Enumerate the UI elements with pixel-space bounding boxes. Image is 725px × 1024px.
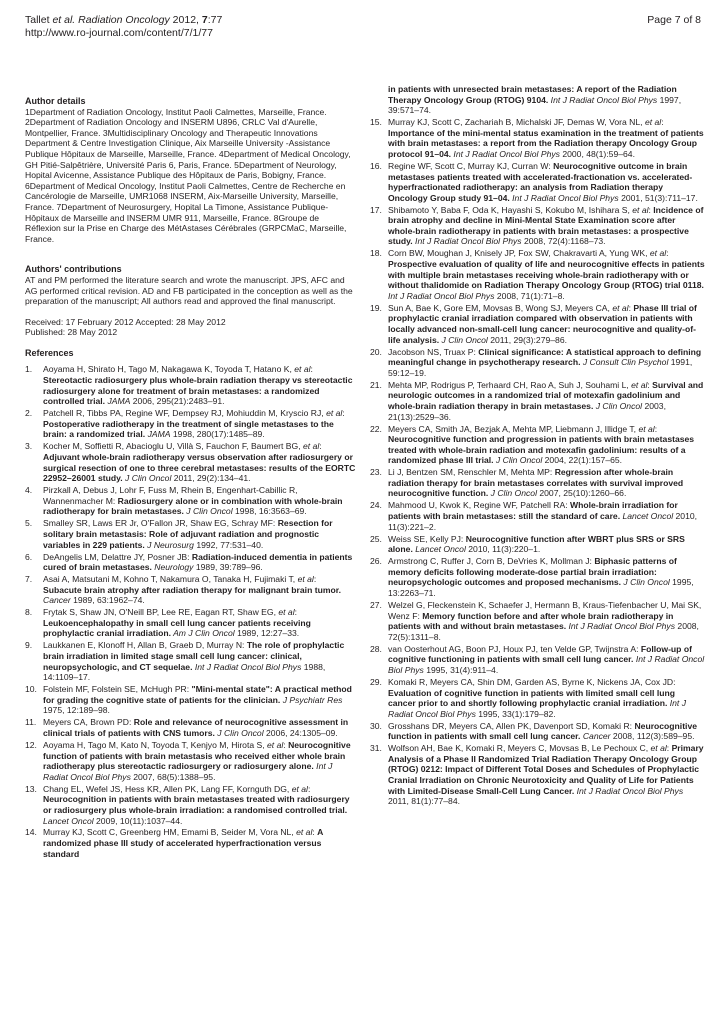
author-details-section — [25, 96, 357, 244]
reference-body — [43, 441, 357, 483]
reference-authors: Murray KJ, Scott C, Zachariah B, Michalski JF, Demas W, Vora NL, — [388, 117, 645, 128]
reference-authors: Sun A, Bae K, Gore EM, Movsas B, Wong SJ, Meyers CA, — [388, 302, 613, 313]
reference-number: 9. — [25, 640, 33, 651]
reference-body — [388, 303, 705, 345]
reference-journal: Cancer — [43, 595, 71, 606]
dates-section — [25, 317, 357, 338]
reference-item — [370, 500, 705, 532]
reference-journal: J Clin Oncol — [439, 334, 488, 345]
reference-body — [388, 721, 705, 742]
reference-citation: 2011, 81(1):77–84. — [388, 796, 460, 807]
reference-authors: van Oosterhout AG, Boon PJ, Houx PJ, ten Velde GP, Twijnstra A: — [388, 643, 641, 654]
reference-citation: 2010, 11(3):220–1. — [465, 544, 541, 555]
reference-body — [388, 347, 705, 379]
citation-line — [25, 14, 222, 27]
reference-number: 18. — [370, 248, 382, 259]
reference-body — [388, 84, 705, 116]
reference-item — [370, 743, 705, 807]
reference-citation: 1995, 33(1):179–82. — [475, 708, 556, 719]
reference-item — [25, 640, 357, 682]
reference-number: 20. — [370, 346, 382, 357]
reference-title: Neurocognition in patients with brain metastases treated with radiosurgery or radiosurgery plus whole-brain irradiation: a randomised controlled trial. — [43, 794, 350, 815]
reference-colon: : — [654, 423, 658, 434]
reference-authors: Pirzkall A, Debus J, Lohr F, Fuss M, Rhein B, Engenhart-Cabillic R, Wannenmacher M: — [43, 485, 298, 506]
reference-body — [43, 784, 357, 826]
reference-number: 5. — [25, 518, 33, 529]
reference-colon: : — [661, 117, 664, 128]
reference-citation: 1995, 13:2263–71. — [388, 577, 694, 598]
reference-item — [370, 556, 705, 598]
reference-journal: Int J Radiat Oncol Biol Phys — [451, 148, 560, 159]
reference-etal: et al — [297, 574, 314, 585]
reference-journal: JAMA — [145, 429, 171, 440]
reference-title: Memory function before and after whole brain radiotherapy in patients with and without brain metastases. — [388, 610, 674, 632]
reference-number: 1. — [25, 364, 33, 375]
reference-title: Neurocognitive function in patients with small cell lung cancer. — [388, 720, 698, 742]
reference-authors: Regine WF, Scott C, Murray KJ, Curran W: — [388, 160, 554, 171]
reference-journal: JAMA — [105, 396, 131, 407]
reference-journal: Int J Radiat Oncol Biol Phys — [566, 621, 676, 632]
reference-authors: Mehta MP, Rodrigus P, Terhaard CH, Rao A, Suh J, Souhami L, — [388, 379, 632, 390]
reference-journal: Int J Radiat Oncol Biol Phys — [548, 94, 658, 105]
reference-item — [370, 84, 705, 116]
reference-colon: : — [342, 408, 345, 419]
reference-body — [388, 644, 705, 676]
reference-title: Regression after whole-brain radiation therapy for brain metastases correlates with survival improved neurocognitive function. — [388, 467, 684, 499]
reference-authors: Meyers CA, Brown PD: — [43, 717, 134, 728]
reference-item — [370, 303, 705, 345]
reference-number: 4. — [25, 485, 33, 496]
reference-number: 8. — [25, 607, 33, 618]
reference-body — [43, 684, 357, 716]
reference-number: 14. — [25, 827, 37, 838]
reference-citation: 2000, 48(1):59–64. — [559, 148, 635, 159]
reference-authors: Laukkanen E, Klonoff H, Allan B, Graeb D, Murray N: — [43, 640, 247, 651]
reference-number: 19. — [370, 302, 382, 313]
reference-body — [388, 424, 705, 466]
reference-colon: : — [283, 739, 289, 750]
reference-authors: Chang EL, Wefel JS, Hess KR, Allen PK, Lang FF, Kornguth DG, — [43, 783, 292, 794]
reference-item — [25, 607, 357, 639]
reference-number: 7. — [25, 574, 33, 585]
reference-item — [25, 574, 357, 606]
reference-journal: Int J Radiat Oncol Biol Phys — [412, 236, 522, 247]
reference-number: 23. — [370, 467, 382, 478]
contributions-section — [25, 264, 357, 306]
reference-citation: 2010, 11(3):221–2. — [388, 511, 698, 532]
reference-item — [370, 600, 705, 642]
reference-citation: 1975, 12:189–98. — [43, 705, 110, 716]
reference-number: 10. — [25, 684, 37, 695]
reference-authors: Komaki R, Meyers CA, Shin DM, Garden AS, Byrne K, Nickens JA, Cox JD: — [388, 676, 676, 687]
reference-title: Adjuvant whole-brain radiotherapy versus observation after radiosurgery or surgical resection of one to three cerebral metastases: results of the EORTC 22952–26001 study. — [43, 452, 356, 484]
reference-number: 3. — [25, 441, 33, 452]
reference-title: Radiosurgery alone or in combination with whole-brain radiotherapy for brain metastases. — [43, 495, 343, 517]
reference-item — [25, 518, 357, 550]
reference-number: 17. — [370, 204, 382, 215]
reference-authors: Aoyama H, Tago M, Kato N, Toyoda T, Kenjyo M, Hirota S, — [43, 739, 268, 750]
reference-item — [25, 684, 357, 716]
reference-etal: et al — [267, 739, 284, 750]
reference-colon: : — [647, 379, 653, 390]
reference-citation: 1998, 280(17):1485–89. — [170, 429, 265, 440]
reference-citation: 2008, 72(4):1168–73. — [521, 236, 606, 247]
reference-number: 2. — [25, 408, 33, 419]
reference-body — [388, 205, 705, 247]
reference-body — [43, 574, 357, 606]
reference-body — [388, 248, 705, 301]
reference-authors: Meyers CA, Smith JA, Bezjak A, Mehta MP, Liebmann J, Illidge T, — [388, 423, 639, 434]
reference-journal: Cancer — [580, 731, 611, 742]
reference-number: 13. — [25, 783, 37, 794]
reference-title: "Mini-mental state": A practical method for grading the cognitive state of patients for the clinician. — [43, 684, 352, 705]
reference-title: Biphasic patterns of memory deficits following moderate-dose partial brain irradiation: neuropsychologic outcomes and proposed mechanisms. — [388, 556, 677, 588]
reference-body — [43, 518, 357, 550]
reference-journal: J Psychiatr Res — [280, 694, 343, 705]
references-list-left — [25, 364, 357, 859]
reference-title: Leukoencephalopathy in small cell lung cancer patients receiving prophylactic cranial irradiation. — [43, 617, 311, 639]
reference-etal: et al — [326, 408, 343, 419]
reference-etal: et al — [650, 743, 667, 754]
reference-number: 28. — [370, 643, 382, 654]
reference-colon: : — [666, 248, 669, 259]
reference-authors: Smalley SR, Laws ER Jr, O'Fallon JR, Shaw EG, Schray MF: — [43, 518, 278, 529]
reference-body — [388, 677, 705, 719]
reference-citation: 1989, 39:789–96. — [193, 562, 263, 573]
reference-item — [370, 347, 705, 379]
reference-item — [370, 117, 705, 159]
reference-item — [25, 485, 357, 517]
reference-journal: J Clin Oncol — [593, 400, 643, 411]
reference-item — [370, 721, 705, 742]
header-issue: :77 — [207, 14, 223, 26]
reference-title: Neurocognitive function and progression in patients with brain metastases treated with whole-brain radiation and motexafin gadolinium: results of a randomized phase III trial. — [388, 434, 695, 466]
reference-journal: Lancet Oncol — [43, 815, 94, 826]
reference-title: in patients with unresected brain metastases: A report of the Radiation Therapy Oncology Group (RTOG) 9104. — [388, 84, 677, 105]
reference-title: Incidence of brain atrophy and decline in Mini-Mental State Examination score after whole-brain radiotherapy in patients with brain metastases: a prospective study. — [388, 204, 704, 247]
reference-authors: Grosshans DR, Meyers CA, Allen PK, Davenport SD, Komaki R: — [388, 720, 635, 731]
reference-title: Survival and neurologic outcomes in a randomized trial of motexafin gadolinium and whole-brain radiation therapy in brain metastases. — [388, 379, 704, 411]
reference-title: Resection for solitary brain metastasis: Role of adjuvant radiation and prognostic variables in 229 patients. — [43, 518, 333, 550]
header-etal: et al. — [52, 14, 76, 26]
reference-item — [25, 827, 357, 859]
reference-number: 16. — [370, 160, 382, 171]
reference-number: 12. — [25, 739, 37, 750]
reference-item — [370, 248, 705, 301]
reference-citation: 1995, 31(4):911–4. — [423, 664, 499, 675]
reference-journal: Neurology — [151, 562, 194, 573]
reference-citation: 1989, 12:27–33. — [234, 628, 300, 639]
reference-authors: Frytak S, Shaw JN, O'Neill BP, Lee RE, Eagan RT, Shaw EG, — [43, 607, 279, 618]
reference-etal: et al — [303, 441, 320, 452]
reference-number: 15. — [370, 117, 382, 128]
reference-citation: 1998, 16:3563–69. — [232, 506, 307, 517]
reference-body — [43, 640, 357, 682]
reference-journal: J Clin Oncol — [621, 577, 670, 588]
reference-body — [388, 467, 705, 499]
reference-journal: Int J Radiat Oncol Biol Phys — [574, 785, 684, 796]
reference-journal: J Clin Oncol — [493, 455, 543, 466]
reference-colon: : — [319, 441, 322, 452]
reference-item — [25, 717, 357, 738]
header-journal: Radiation Oncology — [75, 14, 170, 26]
reference-citation: 2004, 22(1):157–65. — [542, 455, 623, 466]
reference-number: 26. — [370, 556, 382, 567]
reference-etal: et al — [649, 248, 667, 259]
reference-colon: : — [307, 783, 311, 794]
reference-authors: Jacobson NS, Truax P: — [388, 346, 479, 357]
reference-title: Neurocognitive outcome in brain metastases patients treated with accelerated-fractionation vs. accelerated-hyperfractionated radiotherapy: an analysis from Radiation therapy Oncology Group study 91–04. — [388, 160, 693, 203]
reference-title: Role and relevance of neurocognitive assessment in clinical trials of patients with CNS tumors. — [43, 717, 349, 738]
reference-citation: 1989, 63:1962–74. — [70, 595, 145, 606]
reference-body — [43, 408, 357, 440]
reference-number: 22. — [370, 423, 382, 434]
reference-journal: Int J Radiat Oncol Biol Phys — [192, 661, 302, 672]
contributions-heading: Authors' contributions — [25, 264, 122, 275]
reference-body — [388, 534, 705, 555]
reference-title: Postoperative radiotherapy in the treatment of single metastases to the brain: a randomized trial. — [43, 418, 334, 440]
reference-item — [370, 161, 705, 203]
reference-item — [370, 644, 705, 676]
reference-journal: J Consult Clin Psychol — [580, 357, 669, 368]
reference-number: 27. — [370, 599, 382, 610]
reference-etal: et al — [638, 423, 655, 434]
reference-authors: Mahmood U, Kwok K, Regine WF, Patchell RA: — [388, 500, 570, 511]
reference-colon: : — [648, 204, 654, 215]
published-date: Published: 28 May 2012 — [25, 327, 118, 338]
reference-authors: Kocher M, Soffietti R, Abacioglu U, Villà S, Fauchon F, Baumert BG, — [43, 441, 304, 452]
reference-item — [370, 424, 705, 466]
reference-citation: 2009, 10(11):1037–44. — [93, 815, 183, 826]
reference-etal: et al — [291, 783, 308, 794]
reference-journal: Int J Radiat Oncol Biol Phys — [388, 290, 495, 301]
reference-authors: DeAngelis LM, Delattre JY, Posner JB: — [43, 551, 192, 562]
references-heading: References — [25, 347, 74, 358]
reference-etal: et al — [631, 379, 648, 390]
reference-authors: Shibamoto Y, Baba F, Oda K, Hayashi S, Kokubo M, Ishihara S, — [388, 204, 633, 215]
reference-title: Evaluation of cognitive function in patients with limited small cell lung cancer prior to and shortly following prophylactic cranial irradiation. — [388, 687, 675, 709]
reference-body — [388, 600, 705, 642]
reference-body — [388, 161, 705, 203]
reference-colon: : — [294, 607, 298, 618]
reference-journal: J Neurosurg — [144, 539, 194, 550]
reference-body — [388, 743, 705, 807]
author-details-heading: Author details — [25, 96, 86, 106]
reference-authors: Li J, Bentzen SM, Renschler M, Mehta MP: — [388, 467, 555, 478]
reference-journal: J Clin Oncol — [122, 473, 172, 484]
reference-colon: : — [666, 743, 672, 754]
reference-title: Neurocognitive function of patients with brain metastasis who received either whole brain radiotherapy plus stereotactic radiosurgery or radiosurgery alone. — [43, 739, 351, 772]
reference-title: Importance of the mini-mental status examination in the treatment of patients with brain metastases: a report from the Radiation therapy Oncology Group protocol 91–04. — [388, 127, 704, 159]
reference-item — [370, 380, 705, 422]
reference-citation: 2011, 29(2):134–41. — [171, 473, 251, 484]
reference-journal: J Clin Oncol — [488, 488, 537, 499]
reference-item — [370, 467, 705, 499]
contributions-text: AT and PM performed the literature search and wrote the manuscript. JPS, AFC and AG performed critical revision. AD and FB participated in the conception as well as the preparation of the manuscript; All authors read and approved the final manuscript. — [25, 274, 353, 307]
reference-journal: Int J Radiat Oncol Biol Phys — [388, 654, 705, 675]
reference-citation: 2007, 68(5):1388–95. — [130, 771, 216, 782]
reference-colon: : — [628, 302, 634, 313]
reference-body — [43, 717, 357, 738]
reference-body — [43, 740, 357, 782]
reference-citation: 2003, 21(13):2529–36. — [388, 400, 666, 422]
reference-title: The role of prophylactic brain irradiation in limited stage small cell lung cancer: clinical, neuropsychologic, and CT sequelae. — [43, 640, 345, 672]
reference-journal: J Clin Oncol — [214, 727, 264, 738]
reference-title: Whole-brain irradiation for patients with brain metastases: still the standard of care. — [388, 500, 678, 522]
reference-item — [25, 552, 357, 573]
reference-number: 30. — [370, 720, 382, 731]
reference-body — [43, 827, 357, 859]
reference-body — [388, 117, 705, 159]
reference-journal: Lancet Oncol — [412, 544, 466, 555]
reference-number: 6. — [25, 551, 33, 562]
reference-body — [43, 364, 357, 406]
reference-item — [25, 408, 357, 440]
reference-item — [25, 784, 357, 826]
reference-body — [43, 552, 357, 573]
reference-etal: et al — [612, 302, 629, 313]
reference-authors: Patchell R, Tibbs PA, Regine WF, Dempsey RJ, Mohiuddin M, Kryscio RJ, — [43, 408, 327, 419]
running-header — [25, 14, 222, 40]
reference-item — [370, 534, 705, 555]
header-authors: Tallet — [25, 14, 53, 26]
reference-journal: Int J Radiat Oncol Biol Phys — [43, 761, 333, 782]
header-url[interactable]: http://www.ro-journal.com/content/7/1/77 — [25, 27, 213, 39]
reference-journal: Int J Radiat Oncol Biol Phys — [509, 192, 619, 203]
reference-authors: Weiss SE, Kelly PJ: — [388, 533, 466, 544]
reference-citation: 2001, 51(3):711–17. — [618, 192, 698, 203]
left-column — [25, 96, 357, 861]
reference-title: Clinical significance: A statistical approach to defining meaningful change in psychotherapy research. — [388, 346, 702, 368]
reference-etal: et al — [278, 607, 295, 618]
reference-number: 31. — [370, 743, 382, 754]
reference-journal: Lancet Oncol — [620, 511, 674, 522]
received-accepted: Received: 17 February 2012 Accepted: 28 May 2012 — [25, 316, 226, 327]
reference-citation: 1991, 59:12–19. — [388, 357, 693, 378]
reference-colon: : — [310, 364, 313, 375]
reference-number: 11. — [25, 717, 37, 728]
reference-title: Prospective evaluation of quality of life and neurocognitive effects in patients with multiple brain metastases receiving whole-brain radiotherapy with or without thalidomide on Radiation Therapy Oncology Group (RTOG) trial 0118. — [388, 259, 705, 291]
reference-citation: 1992, 77:531–40. — [193, 539, 264, 550]
reference-citation: 2008, 71(1):71–8. — [494, 290, 565, 301]
reference-authors: Wolfson AH, Bae K, Komaki R, Meyers C, Movsas B, Le Pechoux C, — [388, 743, 651, 754]
reference-authors: Murray KJ, Scott C, Greenberg HM, Emami B, Seider M, Vora NL, — [43, 827, 297, 838]
reference-citation: 2006, 295(21):2483–91. — [130, 396, 225, 407]
reference-number: 29. — [370, 676, 382, 687]
header-volume: 7 — [201, 14, 208, 26]
reference-item — [370, 677, 705, 719]
reference-journal: Am J Clin Oncol — [171, 628, 235, 639]
reference-authors: Armstrong C, Ruffer J, Corn B, DeVries K, Mollman J: — [388, 556, 595, 567]
reference-title: Phase III trial of prophylactic cranial irradiation compared with observation in patients with locally advanced non-small-cell lung cancer: neurocognitive and quality-of-life analysis. — [388, 302, 697, 345]
reference-authors: Welzel G, Fleckenstein K, Schaefer J, Hermann B, Kraus-Tiefenbacher U, Mai SK, Wenz F: — [388, 599, 702, 621]
reference-body — [388, 500, 705, 532]
reference-title: Radiation-induced dementia in patients cured of brain metastases. — [43, 551, 353, 573]
reference-title: Stereotactic radiosurgery plus whole-brain radiation therapy vs stereotactic radiosurgery alone for treatment of brain metastases: a randomized controlled trial. — [43, 375, 353, 407]
right-column — [370, 84, 705, 808]
reference-citation: 2008, 112(3):589–95. — [610, 731, 695, 742]
reference-body — [388, 380, 705, 422]
reference-item — [25, 740, 357, 782]
reference-colon: : — [312, 827, 318, 838]
author-details-text: 1Department of Radiation Oncology, Institut Paoli Calmettes, Marseille, France. 2Department of Radiation Oncology and INSERM U896, CRLC Val d'Aurelle, Montpellier, France. 3Multidisciplinary Oncology and Therapeutic Innovations Department & Centre Investigation Clinique, Aix Marseille University -Assistance Publique Hôpitaux de Marseille, Marseille, France. 4Department of Medical Oncology, GH Pitié-Salpêtrière, Université Paris 6, Paris, France. 5Department of Neurology, Hopital Avicenne, Assistance Publique des Hôpitaux de Paris, Bobigny, France. 6Department of Medical Oncology, Institut Paoli Calmettes, Centre de Recherche en Cancérologie de Marseille, UMR1068 INSERM, Aix-Marseille University, Marseille, France. 7Department of Neurosurgery, Hopital La Timone, Assistance Publique-Hôpitaux de Marseille and INSERM UMR 911, Marseille, France. 8Groupe de Réflexion sur la Prise en Charge des MétAstases Cérébrales (GRPCMaC, Marseille, France. — [25, 106, 351, 244]
reference-etal: et al — [632, 204, 649, 215]
reference-citation: 2007, 25(10):1260–66. — [536, 488, 627, 499]
reference-title: A randomized phase III study of accelerated hyperfractionation versus standard — [43, 827, 324, 859]
reference-journal: J Clin Oncol — [183, 506, 233, 517]
reference-citation: 2006, 24:1305–09. — [263, 727, 338, 738]
reference-authors: Aoyama H, Shirato H, Tago M, Nakagawa K, Toyoda T, Hatano K, — [43, 364, 295, 375]
reference-etal: et al — [294, 364, 311, 375]
reference-authors: Corn BW, Moughan J, Knisely JP, Fox SW, Chakravarti A, Yung WK, — [388, 248, 650, 259]
reference-item — [25, 364, 357, 406]
reference-citation: 2008, 72(5):1311–8. — [388, 621, 699, 642]
reference-title: Subacute brain atrophy after radiation therapy for malignant brain tumor. — [43, 584, 341, 595]
reference-citation: 2011, 29(3):279–86. — [487, 334, 567, 345]
reference-number: 21. — [370, 379, 382, 390]
reference-journal: Int J Radiat Oncol Biol Phys — [388, 698, 686, 719]
header-year: 2012, — [169, 14, 202, 26]
reference-number: 24. — [370, 500, 382, 511]
reference-citation: 1988, 14:1109–17. — [43, 661, 326, 683]
reference-authors: Folstein MF, Folstein SE, McHugh PR: — [43, 684, 192, 695]
reference-title: Primary Analysis of a Phase II Randomized Trial Radiation Therapy Oncology Group (RTOG) 0212: Impact of Different Total Doses and Schedules of Prophylactic Cranial Irradiation on Chronic Neurotoxicity and Quality of Life for Patients with Limited-Disease Small-Cell Lung Cancer. — [388, 743, 704, 796]
reference-body — [43, 485, 357, 517]
reference-authors: Asai A, Matsutani M, Kohno T, Nakamura O, Tanaka H, Fujimaki T, — [43, 574, 298, 585]
references-list-right — [370, 84, 705, 807]
page-number: Page 7 of 8 — [647, 14, 701, 26]
reference-title: Neurocognitive function after WBRT plus SRS or SRS alone. — [388, 533, 685, 555]
reference-etal: et al — [644, 117, 662, 128]
reference-title: Follow-up of cognitive functioning in patients with small cell lung cancer. — [388, 643, 692, 665]
reference-item — [25, 441, 357, 483]
reference-body — [43, 607, 357, 639]
reference-citation: 1997, 39:571–74. — [388, 94, 682, 116]
reference-body — [388, 556, 705, 598]
reference-colon: : — [313, 574, 317, 585]
reference-etal: et al — [296, 827, 313, 838]
reference-number: 25. — [370, 533, 382, 544]
reference-item — [370, 205, 705, 247]
